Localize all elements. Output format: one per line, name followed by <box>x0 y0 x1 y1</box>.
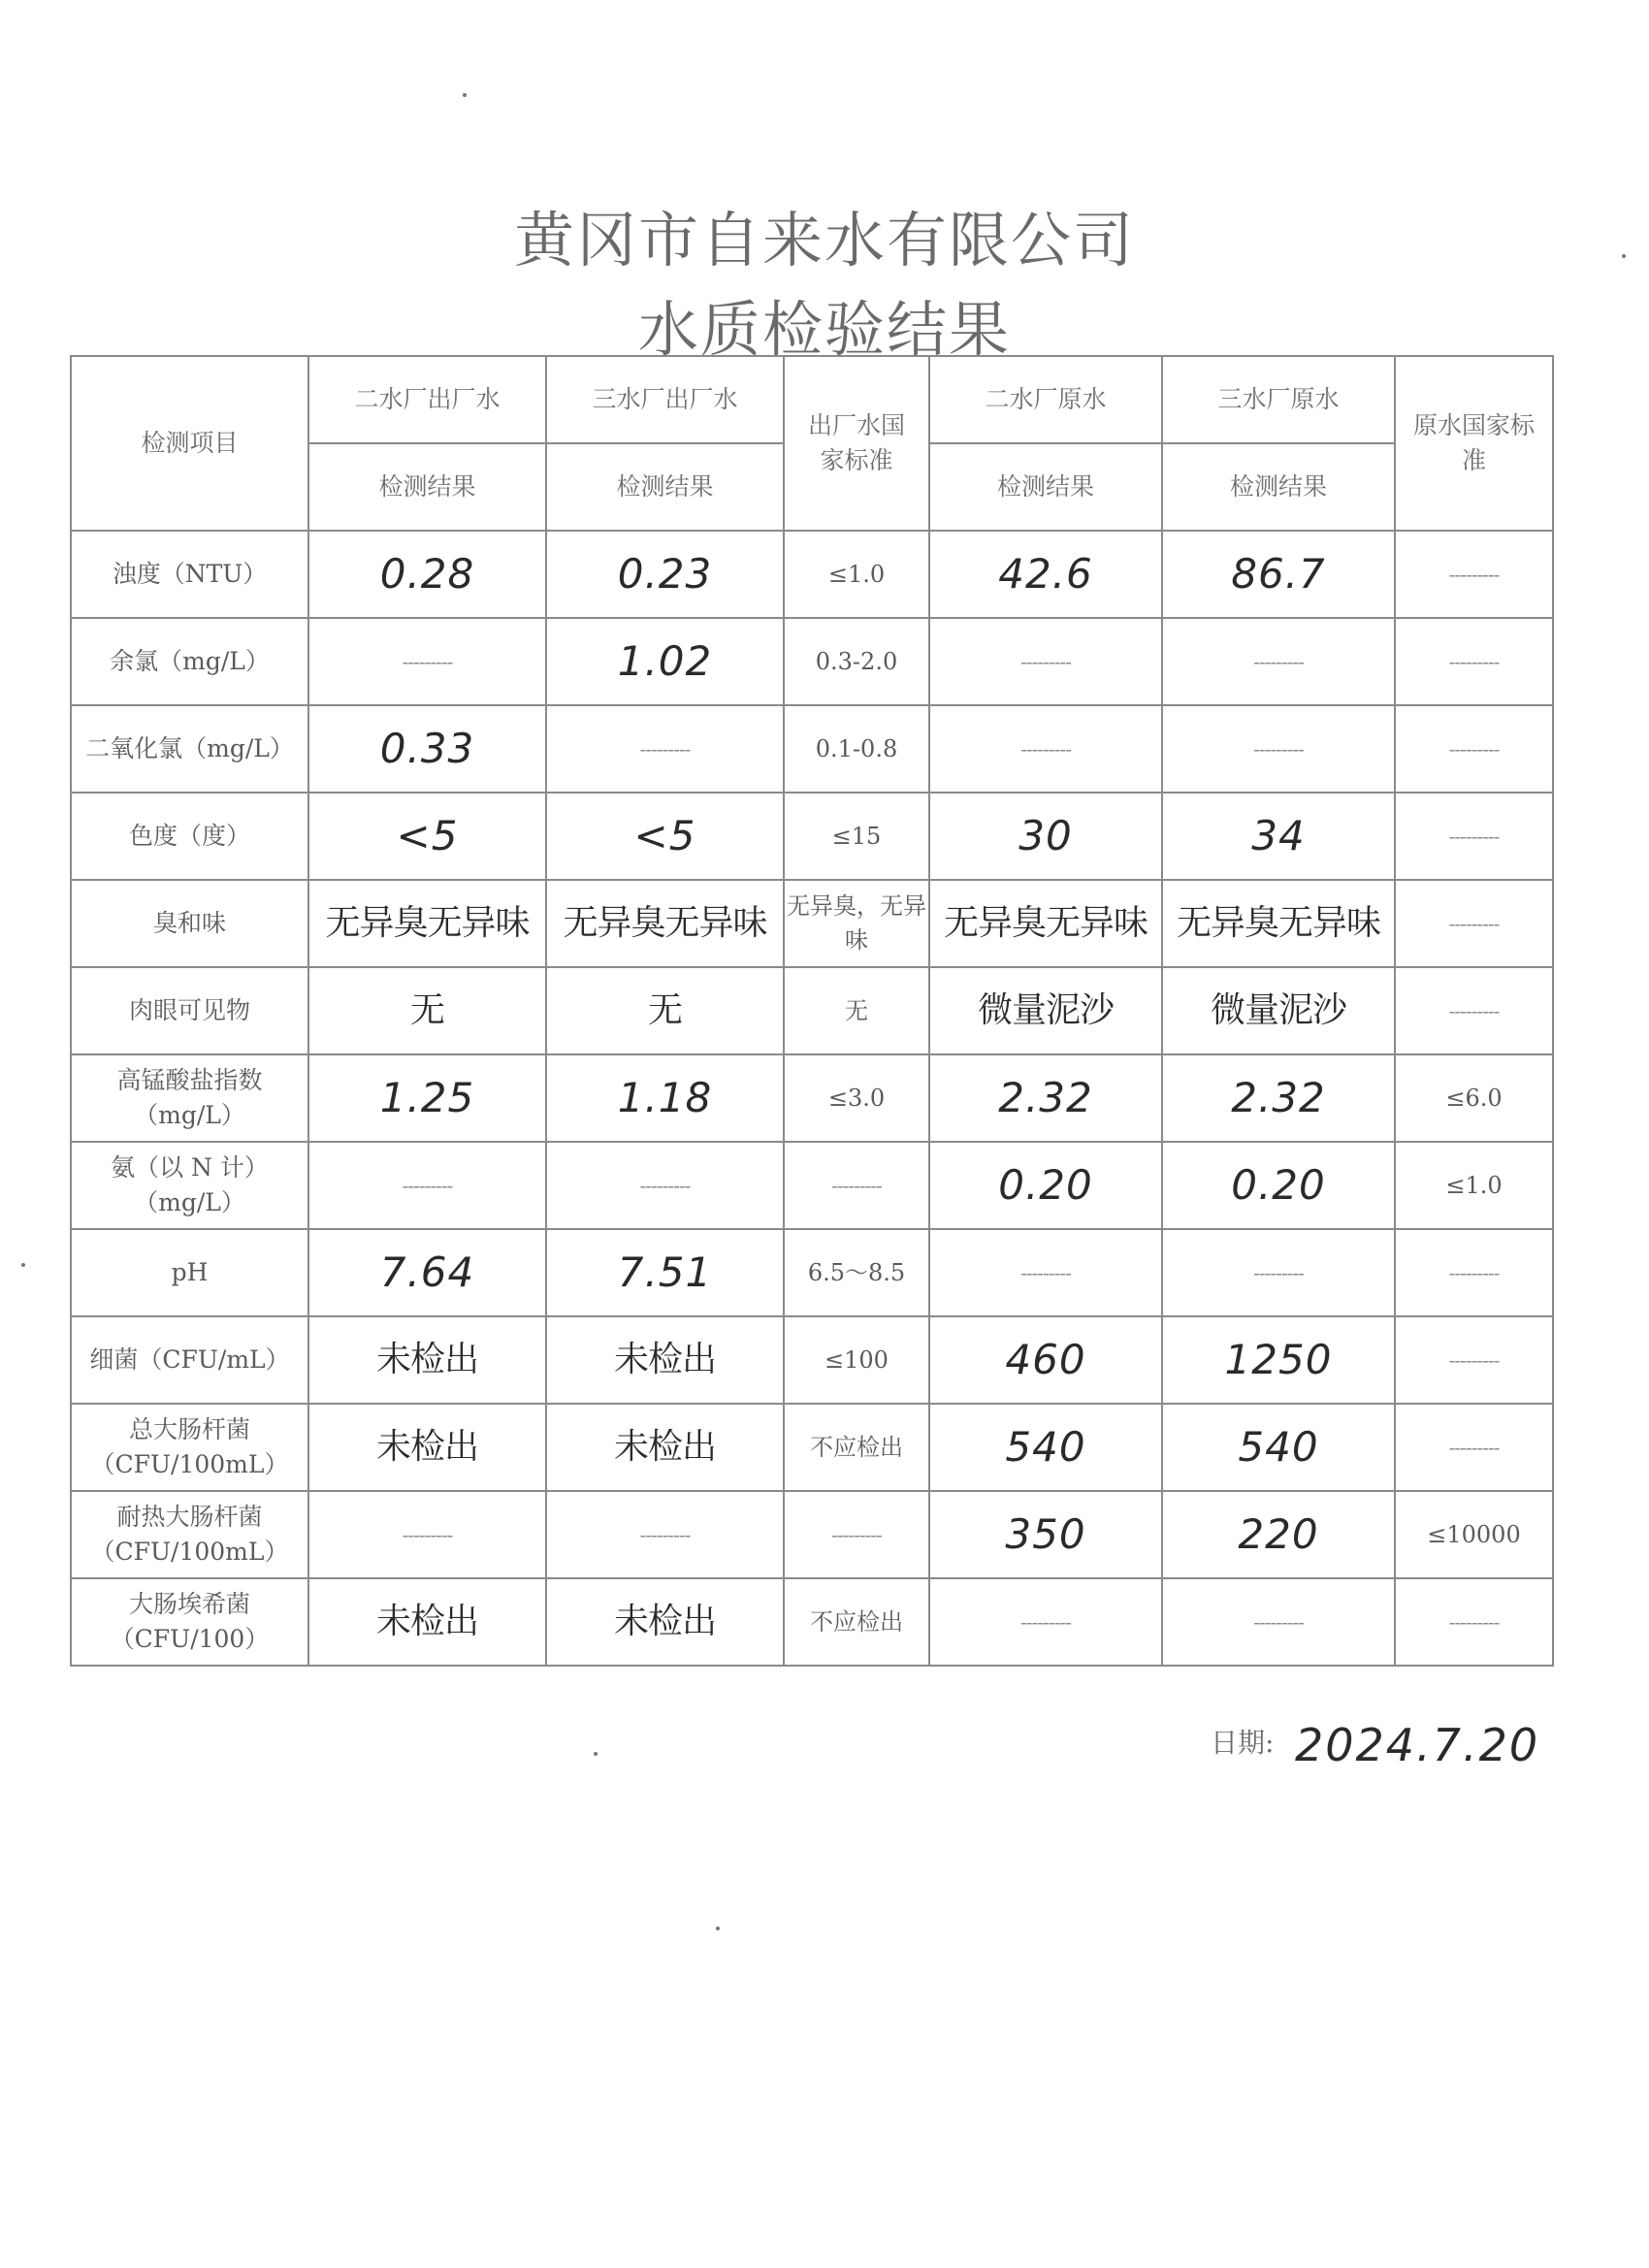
plant2-raw-value: 30 <box>929 793 1162 880</box>
plant2-raw-value: --------- <box>929 618 1162 705</box>
table-row <box>71 531 1553 618</box>
row-item: 余氯（mg/L） <box>71 618 308 705</box>
plant3-raw-value: 86.7 <box>1162 531 1395 618</box>
raw-standard-value: --------- <box>1395 705 1553 793</box>
table-row <box>71 793 1553 880</box>
scan-speck <box>594 1752 598 1756</box>
plant2-out-value: 无 <box>308 967 546 1054</box>
table-row <box>71 1229 1553 1316</box>
plant2-out-value: --------- <box>308 1142 546 1229</box>
plant3-raw-value: 220 <box>1162 1491 1395 1578</box>
row-item: 大肠埃希菌（CFU/100） <box>71 1578 308 1666</box>
plant3-raw-value: 微量泥沙 <box>1162 967 1395 1054</box>
plant3-out-value: 1.18 <box>546 1054 784 1142</box>
plant3-out-value: 未检出 <box>546 1578 784 1666</box>
header-plant3-out: 三水厂出厂水 <box>546 356 784 443</box>
company-title: 黄冈市自来水有限公司 <box>513 205 1135 275</box>
raw-standard-value: ≤6.0 <box>1395 1054 1553 1142</box>
row-item: 臭和味 <box>71 880 308 967</box>
scan-speck <box>716 1927 720 1930</box>
raw-standard-value: --------- <box>1395 1316 1553 1404</box>
date-label: 日期: <box>1211 1727 1275 1759</box>
plant2-out-value: 1.25 <box>308 1054 546 1142</box>
plant2-raw-value: 无异臭无异味 <box>929 880 1162 967</box>
plant3-raw-value: --------- <box>1162 1229 1395 1316</box>
report-title: 水质检验结果 <box>637 294 1011 365</box>
plant3-out-value: 未检出 <box>546 1316 784 1404</box>
row-item: 高锰酸盐指数（mg/L） <box>71 1054 308 1142</box>
out-standard-value: ≤1.0 <box>784 531 929 618</box>
raw-standard-value: --------- <box>1395 793 1553 880</box>
plant3-out-value: --------- <box>546 1491 784 1578</box>
table-row <box>71 1316 1553 1404</box>
plant3-raw-value: 540 <box>1162 1404 1395 1491</box>
row-item: 色度（度） <box>71 793 308 880</box>
plant3-raw-value: 1250 <box>1162 1316 1395 1404</box>
table-row <box>71 618 1553 705</box>
header-result: 检测结果 <box>546 443 784 531</box>
plant2-raw-value: 460 <box>929 1316 1162 1404</box>
table-row <box>71 705 1553 793</box>
plant2-out-value: 7.64 <box>308 1229 546 1316</box>
plant3-out-value: --------- <box>546 705 784 793</box>
plant2-raw-value: --------- <box>929 705 1162 793</box>
table-row <box>71 1491 1553 1578</box>
out-standard-value: ≤100 <box>784 1316 929 1404</box>
plant2-out-value: 未检出 <box>308 1578 546 1666</box>
out-standard-value: 无异臭，无异味 <box>784 880 929 967</box>
out-standard-value: 0.1-0.8 <box>784 705 929 793</box>
row-item: 肉眼可见物 <box>71 967 308 1054</box>
header-row-1 <box>71 356 1553 443</box>
header-result: 检测结果 <box>929 443 1162 531</box>
plant2-raw-value: 42.6 <box>929 531 1162 618</box>
water-quality-table <box>70 355 1554 1667</box>
plant2-raw-value: 540 <box>929 1404 1162 1491</box>
plant3-out-value: 未检出 <box>546 1404 784 1491</box>
plant3-raw-value: 2.32 <box>1162 1054 1395 1142</box>
raw-standard-value: --------- <box>1395 1229 1553 1316</box>
row-item: 浊度（NTU） <box>71 531 308 618</box>
header-result: 检测结果 <box>1162 443 1395 531</box>
table-row <box>71 880 1553 967</box>
row-item: 氨（以 N 计）（mg/L） <box>71 1142 308 1229</box>
table-row <box>71 1578 1553 1666</box>
row-item: 耐热大肠杆菌（CFU/100mL） <box>71 1491 308 1578</box>
plant2-out-value: <5 <box>308 793 546 880</box>
header-raw-standard: 原水国家标准 <box>1395 356 1553 531</box>
out-standard-value: 6.5～8.5 <box>784 1229 929 1316</box>
plant3-out-value: 无 <box>546 967 784 1054</box>
out-standard-value: ≤15 <box>784 793 929 880</box>
out-standard-value: 无 <box>784 967 929 1054</box>
header-result: 检测结果 <box>308 443 546 531</box>
plant3-raw-value: 34 <box>1162 793 1395 880</box>
plant2-out-value: 0.33 <box>308 705 546 793</box>
row-item: 二氧化氯（mg/L） <box>71 705 308 793</box>
plant2-out-value: 未检出 <box>308 1316 546 1404</box>
plant3-out-value: <5 <box>546 793 784 880</box>
out-standard-value: 不应检出 <box>784 1404 929 1491</box>
plant3-raw-value: 无异臭无异味 <box>1162 880 1395 967</box>
plant2-out-value: --------- <box>308 1491 546 1578</box>
row-item: pH <box>71 1229 308 1316</box>
table-row <box>71 967 1553 1054</box>
plant2-raw-value: 微量泥沙 <box>929 967 1162 1054</box>
raw-standard-value: --------- <box>1395 1578 1553 1666</box>
plant2-out-value: --------- <box>308 618 546 705</box>
plant3-raw-value: --------- <box>1162 705 1395 793</box>
out-standard-value: 不应检出 <box>784 1578 929 1666</box>
plant3-out-value: 7.51 <box>546 1229 784 1316</box>
header-out-standard: 出厂水国家标准 <box>784 356 929 531</box>
raw-standard-value: ≤1.0 <box>1395 1142 1553 1229</box>
plant3-out-value: 1.02 <box>546 618 784 705</box>
plant3-out-value: 无异臭无异味 <box>546 880 784 967</box>
plant2-raw-value: --------- <box>929 1229 1162 1316</box>
out-standard-value: --------- <box>784 1142 929 1229</box>
header-plant2-out: 二水厂出厂水 <box>308 356 546 443</box>
plant2-out-value: 未检出 <box>308 1404 546 1491</box>
raw-standard-value: --------- <box>1395 618 1553 705</box>
scan-speck <box>21 1263 25 1267</box>
table-row <box>71 1142 1553 1229</box>
out-standard-value: 0.3-2.0 <box>784 618 929 705</box>
raw-standard-value: --------- <box>1395 531 1553 618</box>
plant3-out-value: 0.23 <box>546 531 784 618</box>
plant2-raw-value: --------- <box>929 1578 1162 1666</box>
raw-standard-value: ≤10000 <box>1395 1491 1553 1578</box>
plant2-raw-value: 2.32 <box>929 1054 1162 1142</box>
plant3-raw-value: --------- <box>1162 1578 1395 1666</box>
raw-standard-value: --------- <box>1395 967 1553 1054</box>
date-value: 2024.7.20 <box>1295 1719 1540 1771</box>
plant2-out-value: 0.28 <box>308 531 546 618</box>
scan-speck <box>1622 254 1626 258</box>
plant3-out-value: --------- <box>546 1142 784 1229</box>
plant3-raw-value: 0.20 <box>1162 1142 1395 1229</box>
plant3-raw-value: --------- <box>1162 618 1395 705</box>
row-item: 总大肠杆菌（CFU/100mL） <box>71 1404 308 1491</box>
header-plant3-raw: 三水厂原水 <box>1162 356 1395 443</box>
row-item: 细菌（CFU/mL） <box>71 1316 308 1404</box>
table-row <box>71 1054 1553 1142</box>
raw-standard-value: --------- <box>1395 1404 1553 1491</box>
table-row <box>71 1404 1553 1491</box>
header-plant2-raw: 二水厂原水 <box>929 356 1162 443</box>
raw-standard-value: --------- <box>1395 880 1553 967</box>
plant2-raw-value: 350 <box>929 1491 1162 1578</box>
plant2-out-value: 无异臭无异味 <box>308 880 546 967</box>
out-standard-value: ≤3.0 <box>784 1054 929 1142</box>
header-item: 检测项目 <box>71 356 308 531</box>
out-standard-value: --------- <box>784 1491 929 1578</box>
plant2-raw-value: 0.20 <box>929 1142 1162 1229</box>
scan-speck <box>463 93 467 97</box>
